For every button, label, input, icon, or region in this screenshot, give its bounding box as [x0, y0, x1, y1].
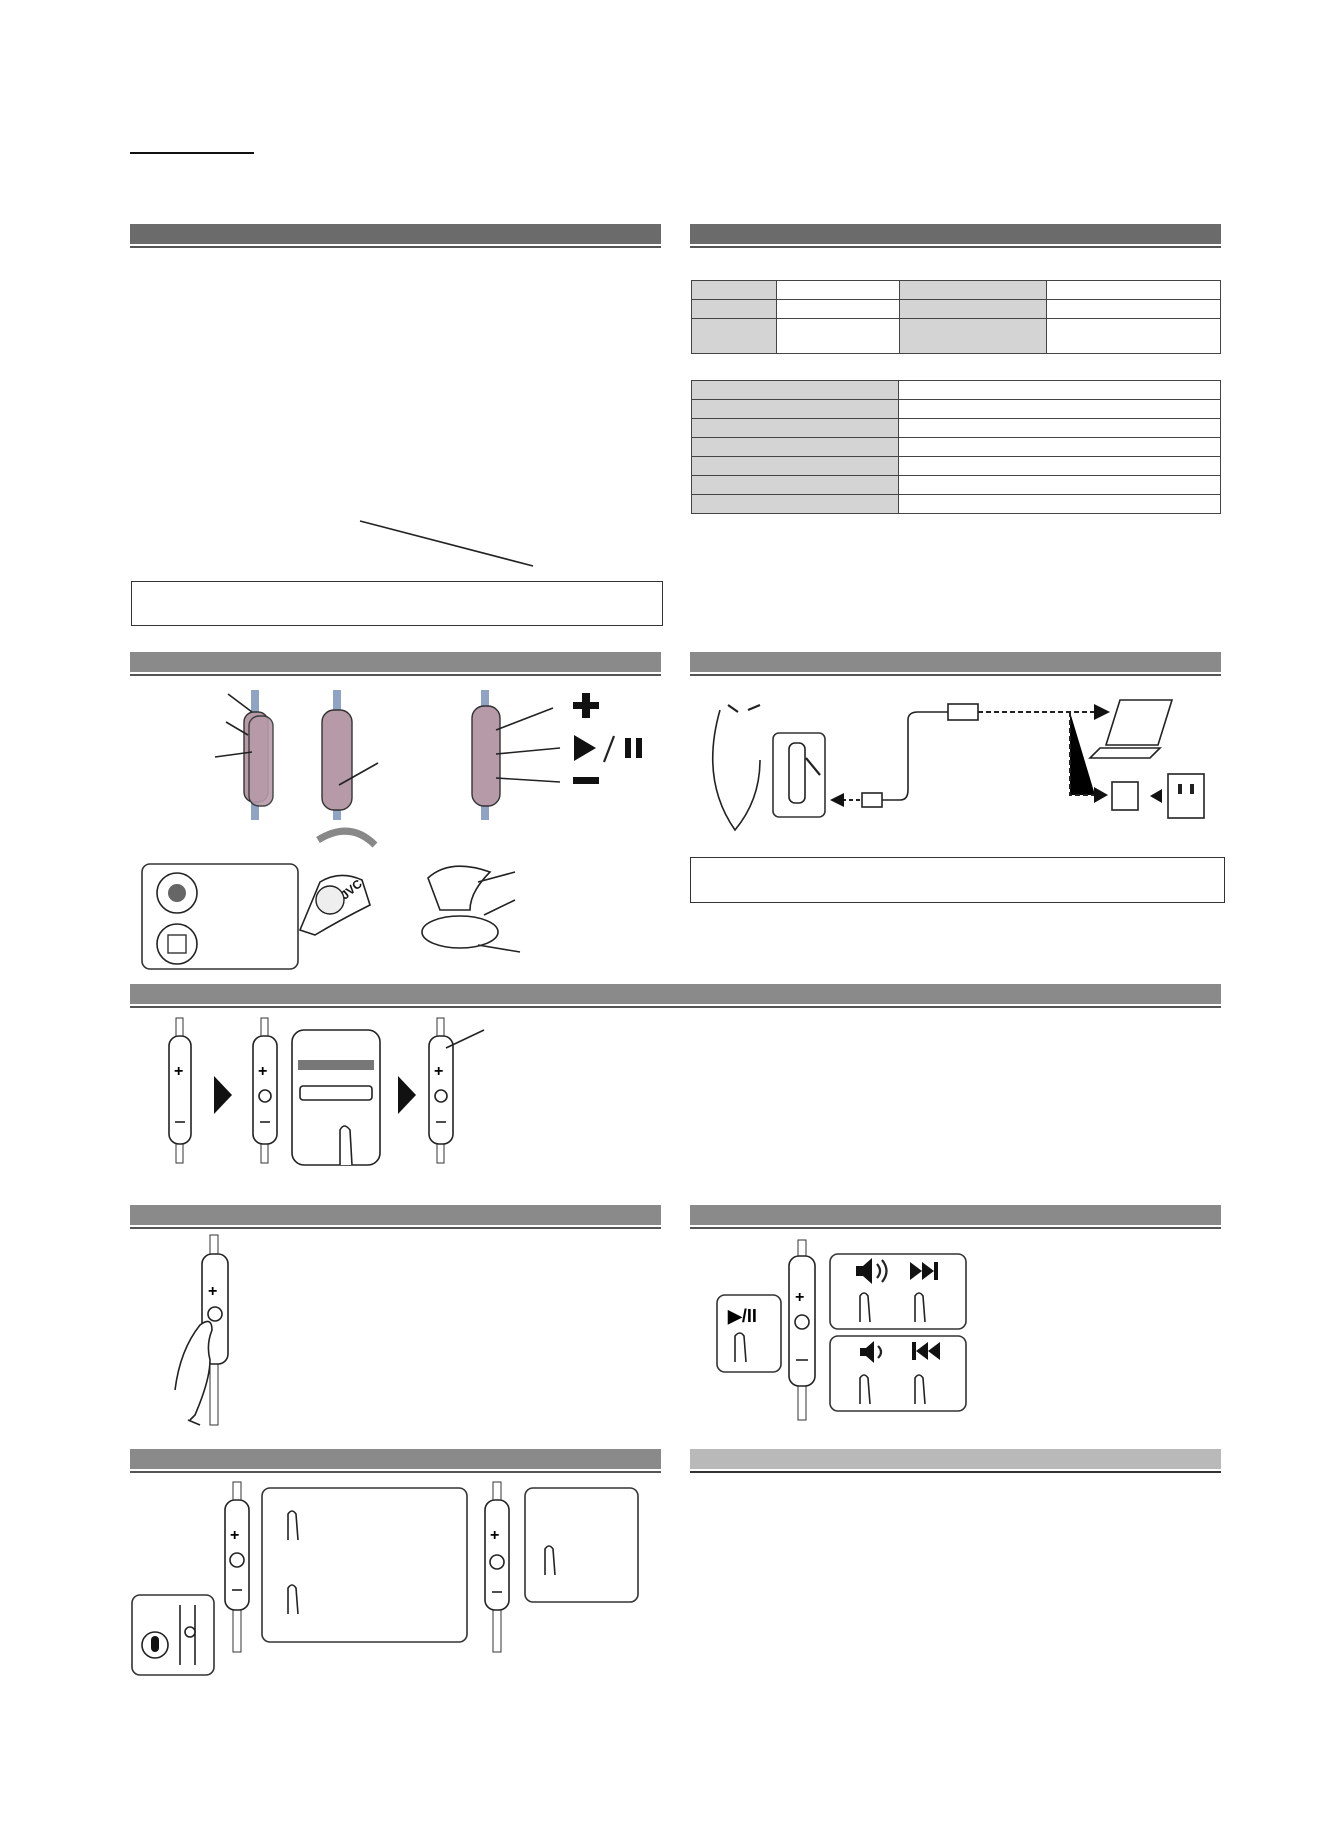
plus-button-panel: [830, 1254, 966, 1329]
remote-step-3: [429, 1018, 484, 1163]
arrow-right-icon-2: [398, 1076, 416, 1114]
remote-power: [175, 1235, 228, 1425]
minus-button-panel: [830, 1336, 966, 1411]
remote-music: [789, 1240, 815, 1420]
call-actions-panel: [262, 1488, 467, 1642]
svg-text:+: +: [208, 1283, 218, 1300]
arrow-right-icon: [214, 1076, 232, 1114]
microphone-inset: [132, 1595, 214, 1675]
play-pause-panel: [717, 1295, 781, 1372]
remote-calls-2: [485, 1482, 509, 1652]
microphone-icon: [151, 1636, 159, 1652]
svg-text:+: +: [230, 1527, 240, 1544]
jvc-logo: JVC: [337, 876, 365, 903]
svg-text:▶/II: ▶/II: [728, 1306, 757, 1326]
svg-text:+: +: [434, 1063, 444, 1080]
smartphone-icon: [292, 1030, 380, 1165]
remote-calls: [225, 1482, 249, 1652]
remote-step-1: [169, 1018, 191, 1163]
svg-text:+: +: [174, 1063, 184, 1080]
call-action-panel-2: [525, 1488, 638, 1602]
remote-step-2: [253, 1018, 277, 1163]
svg-text:+: +: [795, 1289, 805, 1306]
svg-text:+: +: [490, 1527, 500, 1544]
svg-text:+: +: [258, 1063, 268, 1080]
